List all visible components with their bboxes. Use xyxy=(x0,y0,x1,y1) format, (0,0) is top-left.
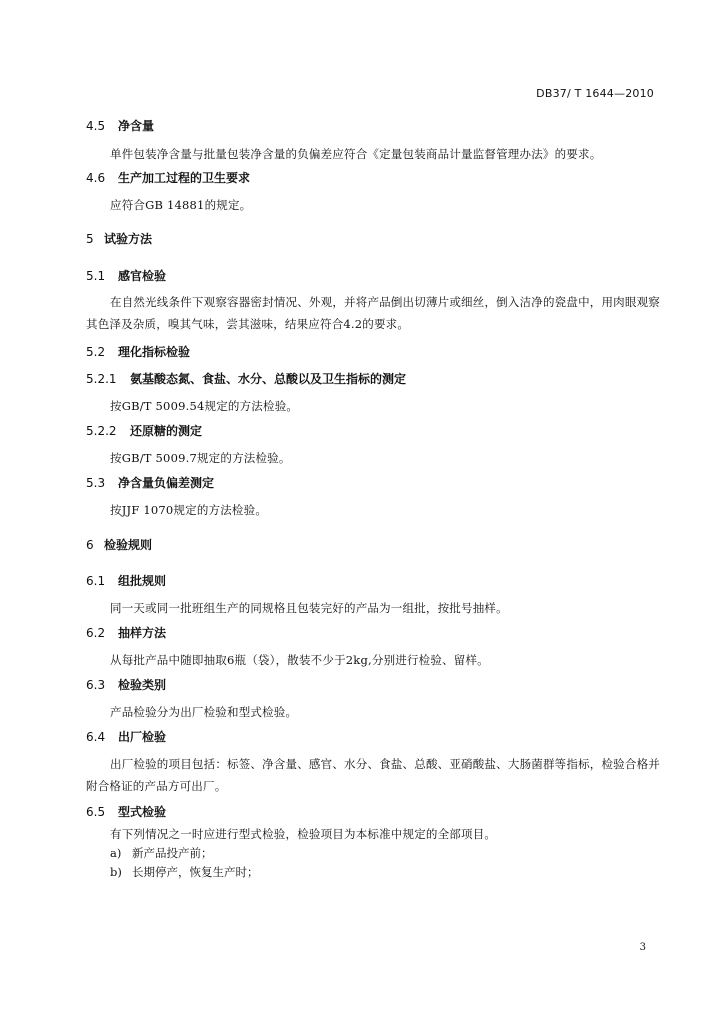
list-item-text: 长期停产，恢复生产时； xyxy=(132,865,259,879)
paragraph: 按JJF 1070规定的方法检验。 xyxy=(110,503,268,517)
list-item-label: b) xyxy=(110,865,122,879)
section-title: 净含量 xyxy=(118,119,155,133)
section-title: 组批规则 xyxy=(118,574,167,588)
section-title: 抽样方法 xyxy=(118,626,167,640)
section-title: 净含量负偏差测定 xyxy=(118,476,215,490)
section-title: 氨基酸态氮、食盐、水分、总酸以及卫生指标的测定 xyxy=(130,372,407,386)
paragraph: 在自然光线条件下观察容器密封情况、外观，并将产品倒出切薄片或细丝，倒入洁净的瓷盘中，用肉眼观察其色泽及杂质，嗅其气味，尝其滋味，结果应符合4.2的要求。 xyxy=(86,295,660,331)
section-title: 生产加工过程的卫生要求 xyxy=(118,171,251,185)
section-heading xyxy=(86,537,660,553)
section-heading xyxy=(86,231,660,247)
document-code: DB37/ T 1644—2010 xyxy=(536,87,654,100)
section-title: 检验规则 xyxy=(104,538,153,552)
section-heading xyxy=(86,344,660,360)
section-heading xyxy=(86,677,660,693)
section-title: 还原糖的测定 xyxy=(130,424,203,438)
section-title: 试验方法 xyxy=(104,232,153,246)
section-number: 6.3 xyxy=(86,678,106,692)
section-number: 4.6 xyxy=(86,171,106,185)
section-title: 出厂检验 xyxy=(118,730,167,744)
section-title: 型式检验 xyxy=(118,805,167,819)
paragraph: 同一天或同一批班组生产的同规格且包装完好的产品为一组批，按批号抽样。 xyxy=(110,601,508,615)
paragraph: 按GB/T 5009.7规定的方法检验。 xyxy=(110,451,291,465)
section-number: 6.4 xyxy=(86,730,106,744)
section-number: 5.3 xyxy=(86,476,106,490)
section-heading xyxy=(86,423,660,439)
section-heading xyxy=(86,118,660,134)
section-heading xyxy=(86,268,660,284)
paragraph: 应符合GB 14881的规定。 xyxy=(110,198,252,212)
paragraph: 按GB/T 5009.54规定的方法检验。 xyxy=(110,399,299,413)
section-number: 4.5 xyxy=(86,119,106,133)
section-number: 5 xyxy=(86,232,94,246)
section-title: 检验类别 xyxy=(118,678,167,692)
paragraph: 出厂检验的项目包括：标签、净含量、感官、水分、食盐、总酸、亚硝酸盐、大肠菌群等指标，检验合格并附合格证的产品方可出厂。 xyxy=(86,757,660,793)
section-number: 5.2 xyxy=(86,345,106,359)
section-heading xyxy=(86,625,660,641)
section-number: 6.2 xyxy=(86,626,106,640)
page-number: 3 xyxy=(639,942,646,953)
section-number: 6.5 xyxy=(86,805,106,819)
document-body xyxy=(86,118,660,881)
section-heading xyxy=(86,573,660,589)
paragraph: 从每批产品中随即抽取6瓶（袋），散装不少于2kg,分别进行检验、留样。 xyxy=(110,653,489,667)
list-item-text: 新产品投产前； xyxy=(132,846,213,860)
section-title: 理化指标检验 xyxy=(118,345,191,359)
paragraph: 单件包装净含量与批量包装净含量的负偏差应符合《定量包装商品计量监督管理办法》的要求。 xyxy=(110,147,602,161)
section-number: 6 xyxy=(86,538,94,552)
section-number: 5.1 xyxy=(86,269,106,283)
paragraph: 产品检验分为出厂检验和型式检验。 xyxy=(110,705,298,719)
section-heading xyxy=(86,804,660,820)
paragraph: 有下列情况之一时应进行型式检验，检验项目为本标准中规定的全部项目。 xyxy=(110,827,497,841)
section-heading xyxy=(86,170,660,186)
section-number: 5.2.1 xyxy=(86,372,117,386)
list-item-label: a) xyxy=(110,846,122,860)
list-item xyxy=(86,845,660,862)
list-item xyxy=(86,864,660,881)
section-heading xyxy=(86,475,660,491)
section-heading xyxy=(86,729,660,745)
section-heading xyxy=(86,371,660,387)
section-number: 6.1 xyxy=(86,574,106,588)
section-number: 5.2.2 xyxy=(86,424,117,438)
section-title: 感官检验 xyxy=(118,269,167,283)
